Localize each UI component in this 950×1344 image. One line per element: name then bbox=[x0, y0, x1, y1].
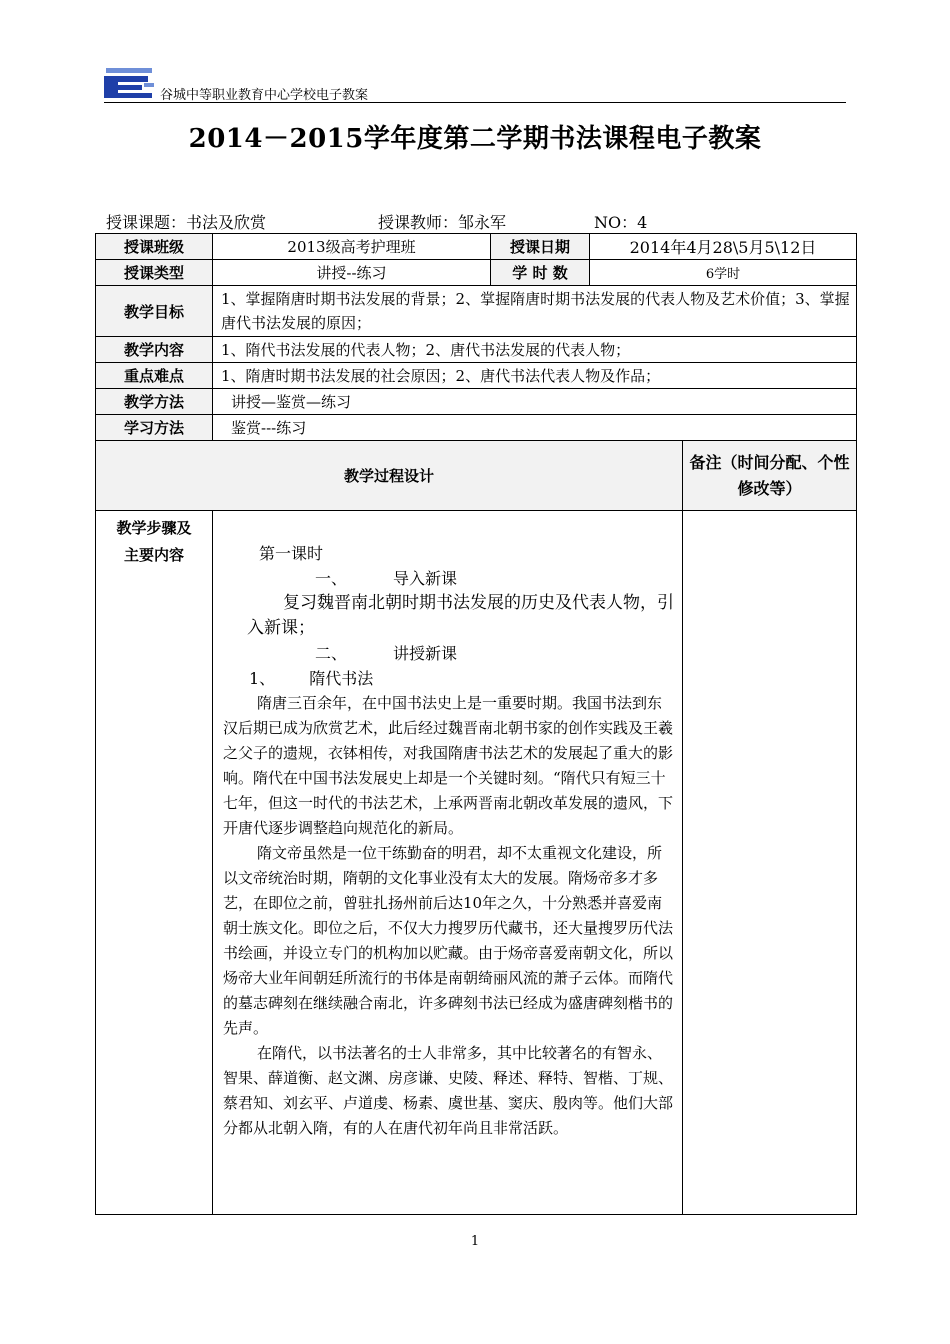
type-label: 授课类型 bbox=[96, 260, 213, 286]
page-header bbox=[104, 66, 846, 106]
class-value: 2013级高考护理班 bbox=[213, 234, 491, 260]
date-label: 授课日期 bbox=[491, 234, 590, 260]
paragraph-2: 隋文帝虽然是一位干练勤奋的明君，却不太重视文化建设，所以文帝统治时期，隋朝的文化事业没有太大的发展。隋炀帝多才多艺，在即位之前，曾驻扎扬州前后达10年之久，十分熟悉并喜爱南朝士族文化。即位之后，不仅大力搜罗历代藏书，还大量搜罗历代法书绘画，并设立专门的机构加以贮藏。由于炀帝喜爱南朝文化，所以炀帝大业年间朝廷所流行的书体是南朝绮丽风流的萧子云体。而隋代的墓志碑刻在继续融合南北，许多碑刻书法已经成为盛唐碑刻楷书的先声。 bbox=[223, 844, 674, 1037]
section2-title: 讲授新课 bbox=[393, 644, 458, 663]
goal-label: 教学目标 bbox=[96, 286, 213, 337]
subsection1-number: 1、 bbox=[249, 669, 276, 688]
remark-cell bbox=[683, 511, 857, 1215]
process-header: 教学过程设计 bbox=[96, 441, 683, 511]
class-label: 授课班级 bbox=[96, 234, 213, 260]
review-text: 复习魏晋南北朝时期书法发展的历史及代表人物，引入新课； bbox=[247, 593, 674, 638]
hours-value: 6学时 bbox=[590, 260, 857, 286]
section1-heading bbox=[223, 566, 674, 591]
key-label: 重点难点 bbox=[96, 363, 213, 389]
remark-header: 备注（时间分配、个性修改等） bbox=[683, 441, 857, 511]
hours-label: 学 时 数 bbox=[491, 260, 590, 286]
date-value: 2014年4月28\5月5\12日 bbox=[590, 234, 857, 260]
study-value: 鉴赏---练习 bbox=[213, 415, 857, 441]
school-logo-icon bbox=[104, 66, 156, 100]
section2-heading bbox=[223, 641, 674, 666]
study-label: 学习方法 bbox=[96, 415, 213, 441]
lesson-title: 第一课时 bbox=[259, 544, 324, 563]
topic-text: 授课课题：书法及欣赏 bbox=[106, 213, 267, 232]
header-divider bbox=[104, 102, 846, 103]
goal-value: 1、掌握隋唐时期书法发展的背景；2、掌握隋唐时期书法发展的代表人物及艺术价值；3、掌握唐代书法发展的原因； bbox=[213, 286, 857, 337]
number-text: NO：4 bbox=[594, 213, 648, 232]
subsection1-title: 隋代书法 bbox=[309, 669, 374, 688]
method-value: 讲授—鉴赏—练习 bbox=[213, 389, 857, 415]
key-value: 1、隋唐时期书法发展的社会原因；2、唐代书法代表人物及作品； bbox=[213, 363, 857, 389]
process-content bbox=[213, 511, 683, 1215]
steps-label-text: 教学步骤及主要内容 bbox=[116, 519, 192, 564]
type-value: 讲授--练习 bbox=[213, 260, 491, 286]
paragraph-3: 在隋代，以书法著名的士人非常多，其中比较著名的有智永、智果、薛道衡、赵文渊、房彦谦、史陵、释述、释特、智楷、丁规、蔡君知、刘玄平、卢道虔、杨素、虞世基、窦庆、殷肉等。他们大部分都从北朝入隋，有的人在唐代初年尚且非常活跃。 bbox=[223, 1044, 674, 1137]
method-label: 教学方法 bbox=[96, 389, 213, 415]
content-label: 教学内容 bbox=[96, 337, 213, 363]
section2-number: 二、 bbox=[315, 644, 348, 663]
section1-title: 导入新课 bbox=[393, 569, 458, 588]
section1-number: 一、 bbox=[315, 569, 348, 588]
paragraph-1: 隋唐三百余年，在中国书法史上是一重要时期。我国书法到东汉后期已成为欣赏艺术，此后经过魏晋南北朝书家的创作实践及王羲之父子的遗规，衣钵相传，对我国隋唐书法艺术的发展起了重大的影响。隋代在中国书法发展史上却是一个关键时刻。“隋代只有短三十七年，但这一时代的书法艺术，上承两晋南北朝改革发展的遗风，下开唐代逐步调整趋向规范化的新局。 bbox=[223, 694, 674, 837]
teacher-text: 授课教师：邹永军 bbox=[378, 213, 507, 232]
steps-label bbox=[96, 511, 213, 1215]
header-org-text: 谷城中等职业教育中心学校电子教案 bbox=[160, 88, 369, 103]
content-value: 1、隋代书法发展的代表人物；2、唐代书法发展的代表人物； bbox=[213, 337, 857, 363]
document-title: 2014－2015学年度第二学期书法课程电子教案 bbox=[188, 124, 762, 154]
page-number: 1 bbox=[470, 1234, 480, 1249]
subsection1-heading bbox=[223, 666, 674, 691]
lesson-plan-table bbox=[95, 233, 857, 1215]
